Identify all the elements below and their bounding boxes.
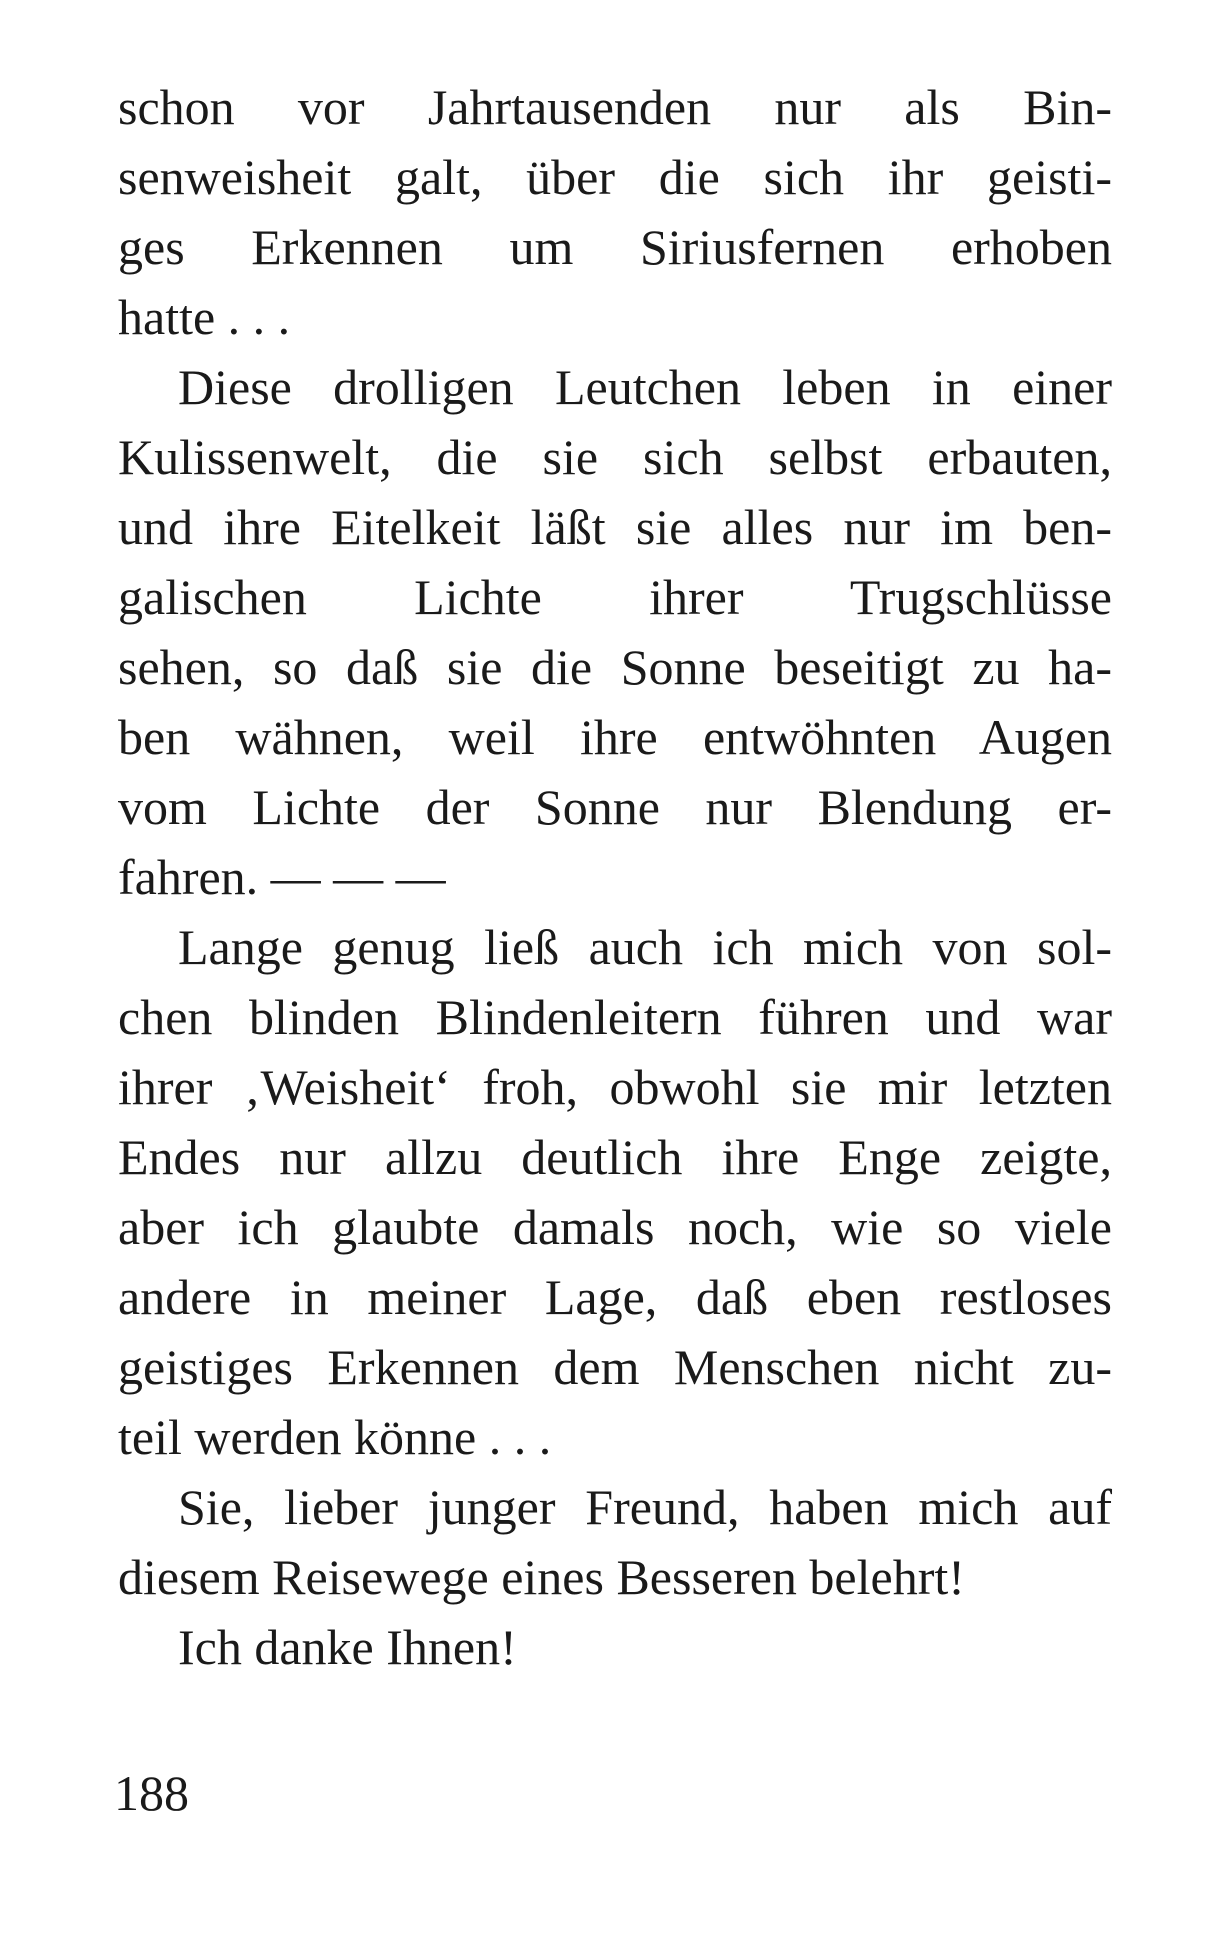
text-line: ben wähnen, weil ihre entwöhnten Augen bbox=[118, 709, 1112, 765]
text-line: hatte . . . bbox=[118, 289, 291, 345]
text-line: Sie, lieber junger Freund, haben mich auf bbox=[178, 1479, 1112, 1535]
text-line: Diese drolligen Leutchen leben in einer bbox=[178, 359, 1112, 415]
text-line: sehen, so daß sie die Sonne beseitigt zu ha- bbox=[118, 639, 1112, 695]
text-line: Lange genug ließ auch ich mich von sol- bbox=[178, 919, 1112, 975]
text-line: senweisheit galt, über die sich ihr geisti- bbox=[118, 149, 1112, 205]
text-line: chen blinden Blindenleitern führen und war bbox=[118, 989, 1112, 1045]
text-line: vom Lichte der Sonne nur Blendung er- bbox=[118, 779, 1112, 835]
text-line: ges Erkennen um Siriusfernen erhoben bbox=[118, 219, 1112, 275]
page-number: 188 bbox=[114, 1765, 189, 1821]
text-line: Kulissenwelt, die sie sich selbst erbauten, bbox=[118, 429, 1112, 485]
text-line: aber ich glaubte damals noch, wie so viele bbox=[118, 1199, 1112, 1255]
text-line: Endes nur allzu deutlich ihre Enge zeigte, bbox=[118, 1129, 1112, 1185]
text-line: Ich danke Ihnen! bbox=[178, 1619, 517, 1675]
text-line: und ihre Eitelkeit läßt sie alles nur im ben- bbox=[118, 499, 1112, 555]
text-line: ihrer ‚Weisheit‘ froh, obwohl sie mir letzten bbox=[118, 1059, 1112, 1115]
text-line: teil werden könne . . . bbox=[118, 1409, 552, 1465]
text-line: fahren. — — — bbox=[118, 849, 446, 905]
text-line: galischen Lichte ihrer Trugschlüsse bbox=[118, 569, 1112, 625]
text-line: diesem Reisewege eines Besseren belehrt! bbox=[118, 1549, 965, 1605]
text-line: andere in meiner Lage, daß eben restloses bbox=[118, 1269, 1112, 1325]
body-text bbox=[118, 72, 1112, 1682]
text-line: schon vor Jahrtausenden nur als Bin- bbox=[118, 79, 1112, 135]
text-line: geistiges Erkennen dem Menschen nicht zu- bbox=[118, 1339, 1112, 1395]
